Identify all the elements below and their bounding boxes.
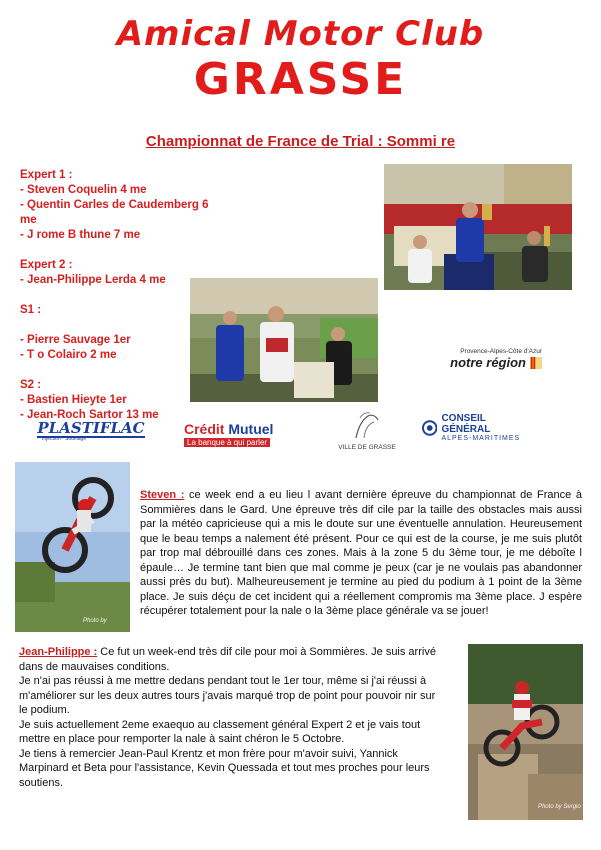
podium-photo-s1 — [190, 278, 378, 402]
jp-body — [19, 674, 439, 790]
group-title: S2 : — [20, 379, 42, 391]
cg-line1: CONSEIL GÉNÉRAL — [441, 413, 491, 435]
photo-credit-left: Photo by — [83, 618, 107, 624]
club-name-line2: GRASSE — [193, 54, 408, 105]
page-title: Championnat de France de Trial : Sommi re — [145, 133, 456, 150]
group-title: S1 : — [20, 304, 42, 316]
jp-intro: Ce fut un week-end très dif cile pour moi à Sommières. Je suis arrivé dans de mauvaises conditions. — [19, 646, 436, 673]
result-item: - Steven Coquelin 4 me — [20, 184, 147, 196]
photo-credit-right: Photo by Sergio — [538, 804, 581, 810]
cm-tagline: La banque à qui parler — [184, 438, 270, 447]
cg-line2: ALPES-MARITIMES — [441, 435, 521, 442]
result-item: - Pierre Sauvage 1er — [20, 334, 131, 346]
jp-name: Jean-Philippe : — [19, 646, 98, 658]
conseil-general-logo — [422, 413, 534, 442]
result-item: - J rome B thune 7 me — [20, 229, 141, 241]
jp-intro-paragraph — [19, 645, 439, 674]
result-item: - Bastien Hieyte 1er — [20, 394, 127, 406]
paca-region-logo — [424, 346, 542, 372]
jp-paragraph-2: Je suis actuellement 2eme exaequo au classement général Expert 2 et je vais tout mettre en place pour remporter la nale à saint chéron le 5 Octobre. — [19, 718, 421, 745]
jean-philippe-trial-photo — [468, 644, 583, 820]
grasse-emblem-icon — [350, 410, 384, 442]
paca-line1: Provence-Alpes-Côte d'Azur — [460, 348, 542, 355]
plastiflac-logo — [38, 414, 144, 444]
club-name-line1: Amical Motor Club — [116, 14, 485, 54]
steven-trial-photo — [15, 462, 130, 632]
jp-paragraph-1: Je n'ai pas réussi à me mettre dedans pendant tout le 1er tour, même si j'ai réussi à m'améliorer sur les deux autres tours j'avais marqué trop de point pour pouvoir nir sur le podium. — [19, 675, 436, 716]
result-item: - Quentin Carles de Caudemberg 6 me — [20, 199, 209, 226]
paca-line2: notre région — [450, 355, 526, 370]
plastiflac-sub: Injection · Soufflage — [42, 436, 87, 442]
podium-photo-expert1 — [384, 164, 572, 290]
ville-de-grasse-logo — [334, 406, 400, 454]
paca-flag-icon — [530, 357, 542, 369]
result-item: - Jean-Philippe Lerda 4 me — [20, 274, 166, 286]
jp-paragraph-3: Je tiens à remercier Jean-Paul Krentz et mon frère pour m'avoir suivi, Yannick Marpinard et Beta pour l'assistance, Kevin Quessada et tout mes proches pour leurs soutiens. — [19, 747, 430, 789]
result-item: - Jean-Roch Sartor 13 me — [20, 409, 159, 421]
steven-name: Steven : — [140, 489, 185, 501]
cg-emblem-icon — [422, 420, 437, 436]
steven-text: ce week end a eu lieu l avant dernière épreuve du championnat de France à Sommières dans le Gard. Une épreuve très dif cile par la taille des obstacles mais aussi par la météo capricieuse qui a mis le doute sur une éventuelle annulation. Heureusement que le beau temps a nalement été présent. Pour ce qui est de la course, je me suis plutôt par trop mal débrouillé dans ces zones. Mais à la zone 5 du 3ème tour, je me déboîte l épaule… Je termine tant bien que mal comme je peux (car je ne voulais pas abandonner aussi près du but). Malheureusement je termine au pied du podium à 1 point de la 3ème place. Je suis déçu de cet incident qui a réellement compromis ma 3ème place. J espère récupérer totalement pour la nale o la 3ème place générale va se jouer! — [140, 489, 582, 617]
group-title: Expert 2 : — [20, 259, 73, 271]
result-item: - T o Colairo 2 me — [20, 349, 117, 361]
ville-label: VILLE DE GRASSE — [338, 443, 396, 451]
credit-mutuel-logo — [184, 418, 290, 450]
results-group-expert1 — [20, 168, 220, 243]
plastiflac-name: PLASTIFLAC — [37, 419, 145, 437]
steven-paragraph — [140, 488, 582, 619]
group-title: Expert 1 : — [20, 169, 73, 181]
cm-word2: Mutuel — [228, 421, 274, 437]
cm-word1: Crédit — [184, 421, 225, 437]
